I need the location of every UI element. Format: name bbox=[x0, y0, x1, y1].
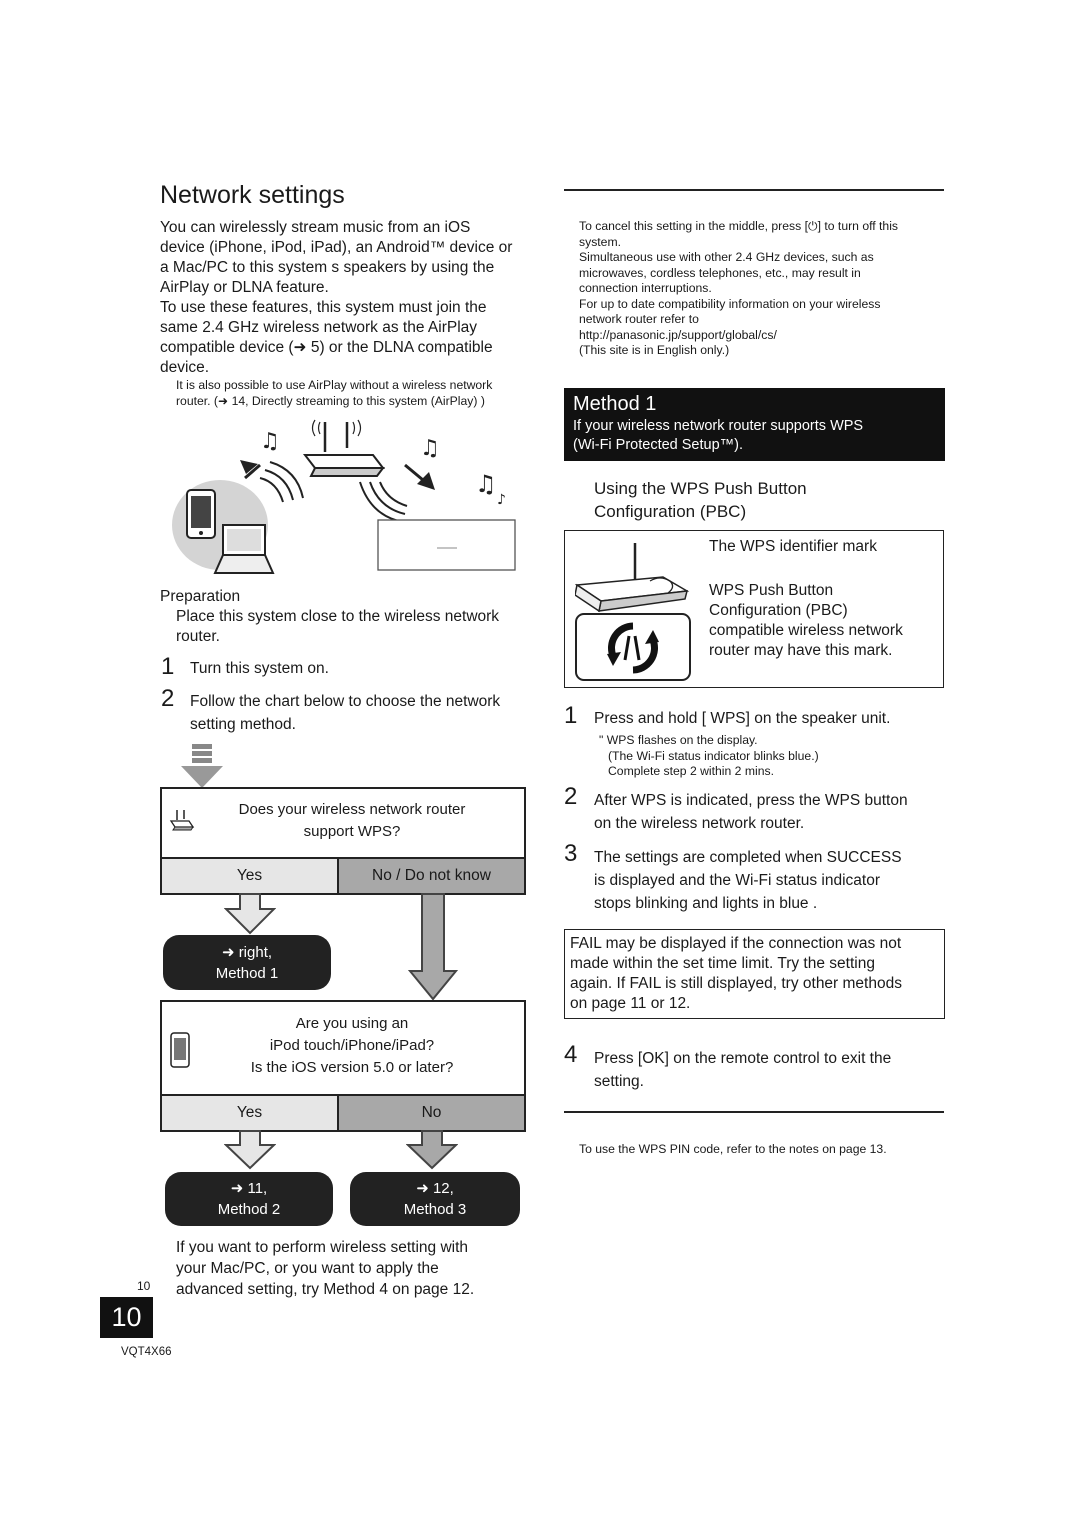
page-number: 10 bbox=[111, 1302, 142, 1332]
result-line: ➜ 12, bbox=[416, 1180, 454, 1197]
step-text bbox=[594, 846, 902, 915]
result-line: Method 2 bbox=[217, 1201, 281, 1218]
note-line: router. (➜ 14, Directly streaming to this system (AirPlay) ) bbox=[176, 393, 485, 408]
step-text: Turn this system on. bbox=[190, 660, 329, 677]
note-line: microwaves, cordless telephones, etc., may result in bbox=[579, 265, 861, 280]
notice-line: FAIL may be displayed if the connection was not bbox=[570, 935, 902, 952]
preparation-text bbox=[176, 607, 546, 647]
wireless-waves-left bbox=[260, 462, 303, 502]
note-line: It is also possible to use AirPlay without a wireless network bbox=[176, 378, 493, 392]
note-line: system. bbox=[579, 234, 621, 249]
wps-mark-caption: The WPS identifier mark bbox=[709, 538, 877, 555]
wps-logo-frame bbox=[575, 613, 691, 681]
router-icon bbox=[305, 420, 383, 476]
note-line: connection interruptions. bbox=[579, 281, 712, 295]
router-button-illustration bbox=[575, 539, 695, 619]
intro-line: You can wirelessly stream music from an iOS bbox=[160, 219, 471, 236]
intro-line: compatible device (➜ 5) or the DLNA compatible bbox=[160, 339, 493, 356]
flow-answer-no: No bbox=[339, 1094, 524, 1130]
flow-question-ios bbox=[160, 1000, 526, 1132]
question-line: Is the iOS version 5.0 or later? bbox=[250, 1059, 454, 1076]
description-line: router may have this mark. bbox=[709, 642, 893, 659]
question-line: support WPS? bbox=[303, 823, 401, 840]
wps-pin-note: To use the WPS PIN code, refer to the notes on page 13. bbox=[579, 1142, 887, 1156]
step-text bbox=[190, 690, 540, 736]
wireless-waves-right bbox=[360, 482, 407, 522]
intro-line: device (iPhone, iPod, iPad), an Android™ device or bbox=[160, 239, 513, 256]
flow-answer-yes: Yes bbox=[162, 857, 339, 893]
flow-question-text bbox=[202, 799, 502, 843]
intro-line: To use these features, this system must join the bbox=[160, 299, 487, 316]
method-subtitle bbox=[573, 417, 863, 455]
music-note-icon: ♪ bbox=[497, 492, 506, 508]
step-number: 3 bbox=[564, 840, 578, 867]
note-line: For up to date compatibility information on your wireless bbox=[579, 296, 881, 311]
flow-arrow-down bbox=[224, 1130, 276, 1170]
flow-question-text bbox=[202, 1013, 502, 1079]
preparation-line: router. bbox=[176, 628, 220, 645]
music-note-icon: ♫ bbox=[420, 436, 440, 461]
result-method-2 bbox=[165, 1172, 333, 1226]
result-line: ➜ 11, bbox=[230, 1180, 268, 1197]
network-illustration bbox=[165, 410, 525, 585]
intro-line: a Mac/PC to this system s speakers by using the bbox=[160, 259, 495, 276]
smartphone-icon bbox=[187, 490, 215, 538]
url-link: http://panasonic.jp/support/global/cs/ bbox=[579, 327, 777, 342]
notice-line: on page 11 or 12. bbox=[570, 995, 691, 1012]
step-line: stops blinking and lights in blue . bbox=[594, 895, 818, 912]
note-line: your Mac/PC, or you want to apply the bbox=[176, 1260, 439, 1277]
page-title: Network settings bbox=[160, 181, 345, 209]
airplay-note bbox=[176, 378, 546, 409]
method-title: Method 1 bbox=[573, 393, 657, 415]
note-line: advanced setting, try Method 4 on page 12. bbox=[176, 1281, 475, 1298]
top-rule bbox=[564, 189, 944, 191]
description-line: compatible wireless network bbox=[709, 622, 903, 639]
subnote-line: (The Wi-Fi status indicator blinks blue.) bbox=[608, 748, 819, 763]
notice-line: again. If FAIL is still displayed, try other methods bbox=[570, 975, 902, 992]
step-text: Press and hold [ WPS] on the speaker unit. bbox=[594, 710, 891, 727]
speaker-unit-icon bbox=[378, 520, 515, 570]
step-number: 4 bbox=[564, 1041, 578, 1068]
note-line: (This site is in English only.) bbox=[579, 343, 730, 357]
step-number: 1 bbox=[161, 653, 175, 680]
step-line: on the wireless network router. bbox=[594, 815, 805, 832]
music-note-icon: ♫ bbox=[475, 470, 497, 498]
question-line: Does your wireless network router bbox=[238, 801, 466, 818]
flow-answer-yes: Yes bbox=[162, 1094, 339, 1130]
step-text bbox=[594, 1047, 891, 1093]
subnote-line: Complete step 2 within 2 mins. bbox=[608, 764, 774, 779]
step-number: 2 bbox=[564, 783, 578, 810]
intro-line: device. bbox=[160, 359, 210, 376]
pbc-heading bbox=[594, 477, 807, 523]
flow-question-wps bbox=[160, 787, 526, 895]
note-line: To cancel this setting in the middle, press [⏻] to turn off this bbox=[579, 219, 898, 233]
description-line: WPS Push Button bbox=[709, 582, 834, 599]
preparation-heading: Preparation bbox=[160, 588, 241, 605]
step-number: 1 bbox=[564, 702, 578, 729]
note-line: If you want to perform wireless setting with bbox=[176, 1239, 469, 1256]
wps-mark-box bbox=[564, 530, 944, 688]
music-note-icon: ♫ bbox=[260, 429, 280, 454]
subtitle-line: (Wi-Fi Protected Setup™). bbox=[573, 437, 744, 453]
method-1-header bbox=[564, 388, 945, 461]
model-code: VQT4X66 bbox=[121, 1346, 172, 1358]
step-line: setting method. bbox=[190, 716, 296, 733]
step-number: 2 bbox=[161, 685, 175, 712]
question-line: iPod touch/iPhone/iPad? bbox=[269, 1037, 435, 1054]
intro-paragraph-2 bbox=[160, 298, 550, 378]
step-line: is displayed and the Wi-Fi status indicator bbox=[594, 872, 881, 889]
router-small-icon bbox=[167, 807, 195, 833]
cautions-notes bbox=[579, 219, 944, 359]
bottom-rule bbox=[564, 1111, 944, 1113]
iphone-icon bbox=[170, 1032, 190, 1068]
intro-line: same 2.4 GHz wireless network as the AirPlay bbox=[160, 319, 478, 336]
description-line: Configuration (PBC) bbox=[709, 602, 848, 619]
result-method-1 bbox=[163, 935, 331, 990]
flow-start-arrow bbox=[178, 742, 226, 790]
result-line: ➜ right, bbox=[221, 943, 273, 961]
wps-logo-icon bbox=[605, 620, 661, 676]
result-method-3 bbox=[350, 1172, 520, 1226]
method-4-note bbox=[176, 1237, 536, 1300]
laptop-icon bbox=[215, 525, 273, 573]
flow-arrow-down bbox=[224, 893, 276, 935]
subnote-line: " WPS flashes on the display. bbox=[599, 733, 758, 747]
heading-line: Configuration (PBC) bbox=[594, 502, 747, 521]
notice-line: made within the set time limit. Try the setting bbox=[570, 955, 875, 972]
flow-arrow-down-long bbox=[408, 893, 458, 1001]
flow-answer-no: No / Do not know bbox=[339, 857, 524, 893]
step-line: The settings are completed when SUCCESS bbox=[594, 849, 902, 866]
step-subnotes bbox=[599, 733, 819, 780]
result-line: Method 1 bbox=[215, 964, 279, 982]
note-line: network router refer to bbox=[579, 312, 699, 326]
note-line: Simultaneous use with other 2.4 GHz devices, such as bbox=[579, 250, 874, 264]
result-line: Method 3 bbox=[403, 1201, 467, 1218]
arrow-icon bbox=[405, 465, 435, 490]
intro-paragraph-1 bbox=[160, 218, 550, 298]
step-line: Press [OK] on the remote control to exit the bbox=[594, 1050, 892, 1067]
wps-mark-description bbox=[709, 581, 903, 661]
heading-line: Using the WPS Push Button bbox=[594, 479, 807, 498]
step-line: After WPS is indicated, press the WPS button bbox=[594, 792, 908, 809]
subtitle-line: If your wireless network router supports WPS bbox=[573, 418, 864, 434]
question-line: Are you using an bbox=[295, 1015, 409, 1032]
step-text bbox=[594, 789, 908, 835]
page-number-tab bbox=[100, 1297, 153, 1338]
side-page-number: 10 bbox=[137, 1279, 151, 1293]
preparation-line: Place this system close to the wireless network bbox=[176, 608, 500, 625]
step-line: Follow the chart below to choose the network bbox=[190, 693, 501, 710]
step-line: setting. bbox=[594, 1073, 644, 1090]
arrow-icon bbox=[240, 460, 260, 478]
intro-line: AirPlay or DLNA feature. bbox=[160, 279, 329, 296]
flow-arrow-down bbox=[406, 1130, 458, 1170]
fail-notice-box bbox=[564, 929, 945, 1019]
